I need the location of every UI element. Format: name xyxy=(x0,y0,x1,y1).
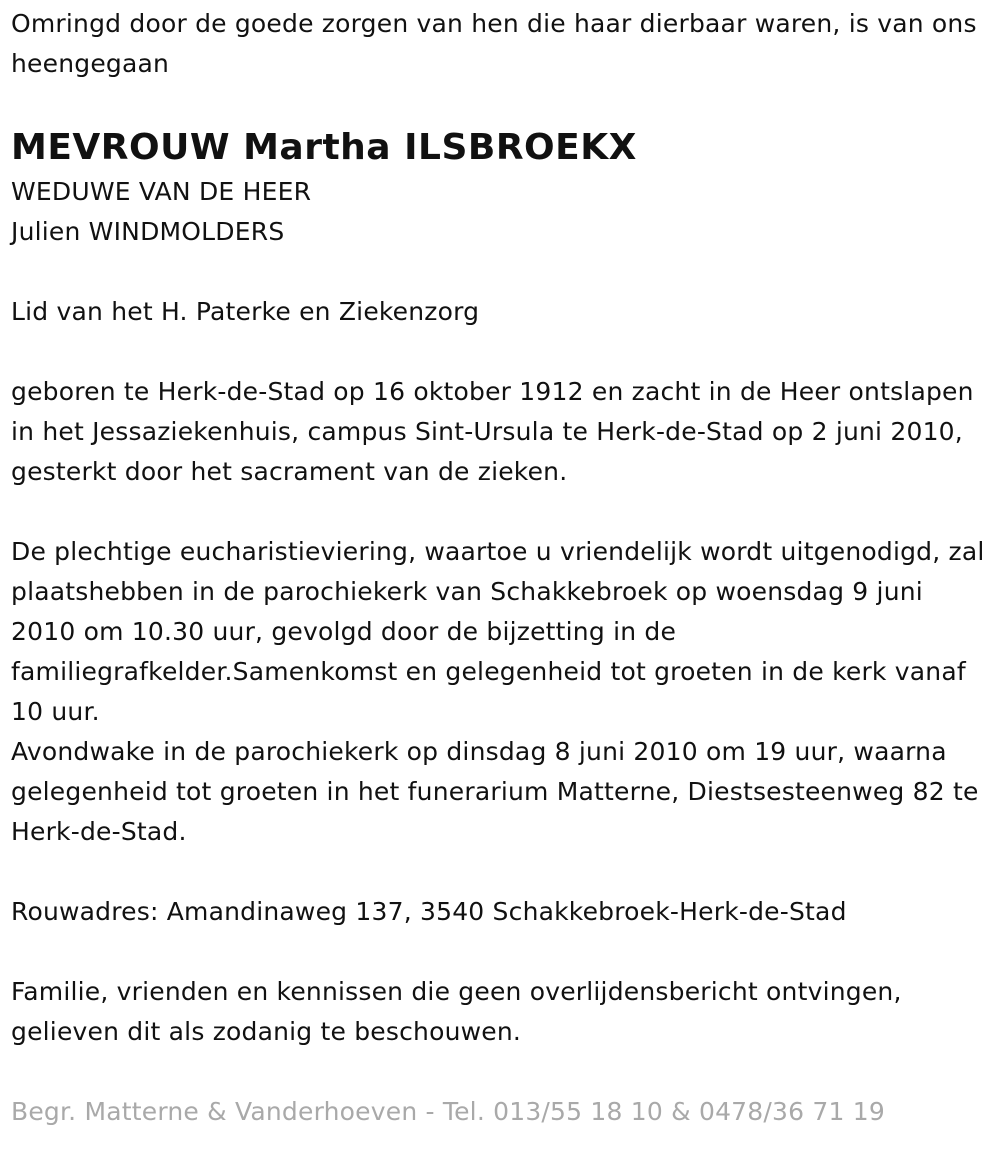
undertaker-footer: Begr. Matterne & Vanderhoeven - Tel. 013/55 18 10 & 0478/36 71 19 xyxy=(11,1097,885,1126)
widow-line: WEDUWE VAN DE HEER xyxy=(11,177,312,206)
deceased-name: MEVROUW Martha ILSBROEKX xyxy=(11,127,637,168)
spacer xyxy=(11,252,991,292)
spacer xyxy=(11,492,991,532)
intro-text: Omringd door de goede zorgen van hen die haar dierbaar waren, is van ons heengegaan xyxy=(11,9,977,78)
wake-text: Avondwake in de parochiekerk op dinsdag 8 juni 2010 om 19 uur, waarna gelegenheid tot groeten in het funerarium Matterne, Diestsesteenweg 82 te Herk-de-Stad. xyxy=(11,737,979,846)
spacer xyxy=(11,852,991,892)
spacer xyxy=(11,1052,991,1092)
spouse-name: Julien WINDMOLDERS xyxy=(11,217,285,246)
spacer xyxy=(11,332,991,372)
closing-text: Familie, vrienden en kennissen die geen overlijdensbericht ontvingen, gelieven dit als zodanig te beschouwen. xyxy=(11,977,902,1046)
death-notice xyxy=(11,4,991,1132)
membership-text: Lid van het H. Paterke en Ziekenzorg xyxy=(11,297,480,326)
ceremony-text: De plechtige eucharistieviering, waartoe u vriendelijk wordt uitgenodigd, zal plaatshebben in de parochiekerk van Schakkebroek op woensdag 9 juni 2010 om 10.30 uur, gevolgd door de bijzetting in de familiegrafkelder.Samenkomst en gelegenheid tot groeten in de kerk vanaf 10 uur. xyxy=(11,537,985,726)
birth-death-text: geboren te Herk-de-Stad op 16 oktober 1912 en zacht in de Heer ontslapen in het Jessaziekenhuis, campus Sint-Ursula te Herk-de-Stad op 2 juni 2010, gesterkt door het sacrament van de zieken. xyxy=(11,377,974,486)
address-text: Rouwadres: Amandinaweg 137, 3540 Schakkebroek-Herk-de-Stad xyxy=(11,897,847,926)
spacer xyxy=(11,932,991,972)
